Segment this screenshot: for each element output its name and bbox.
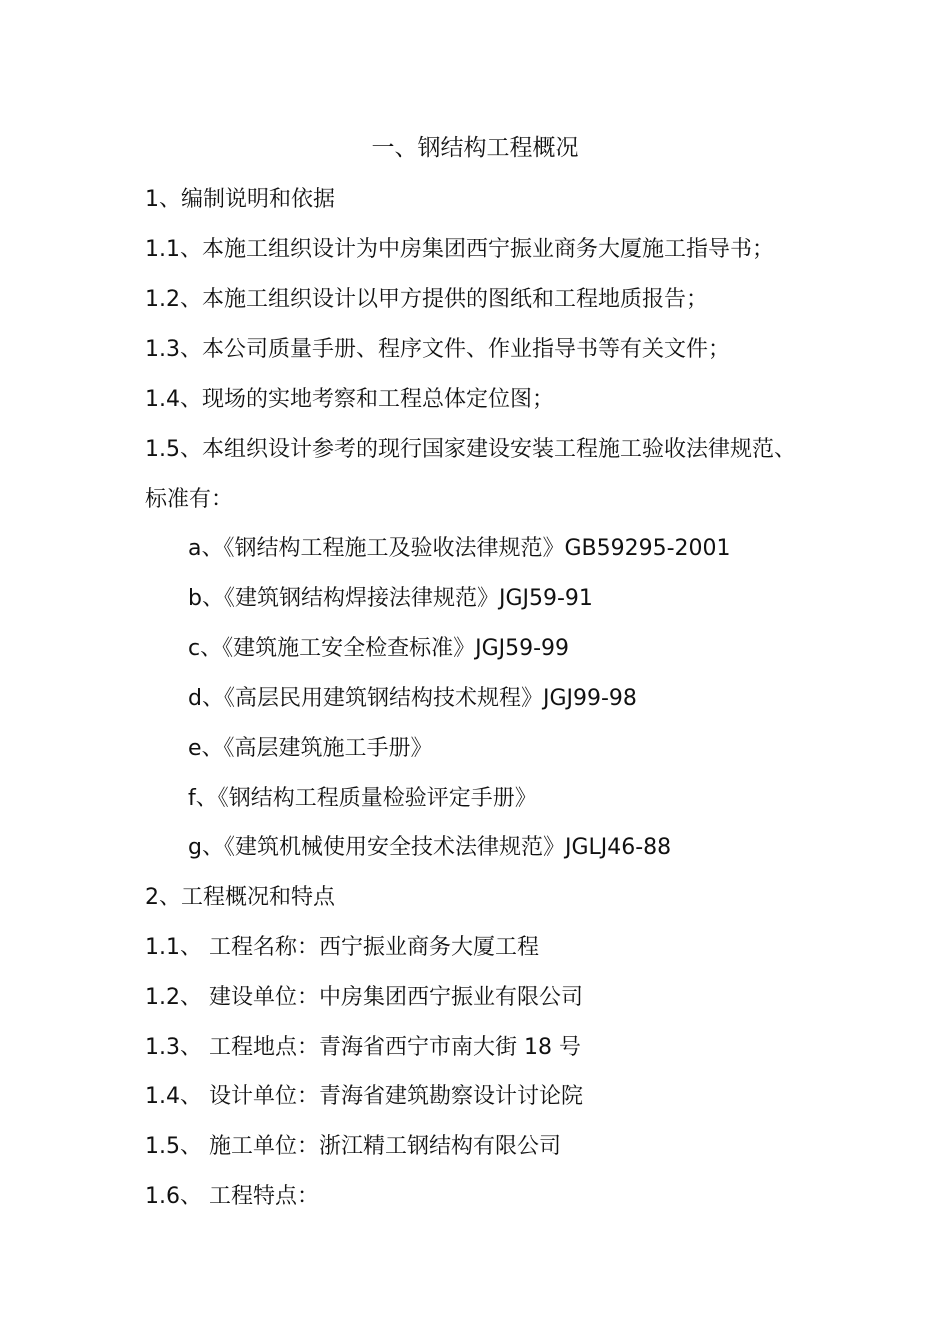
paragraph-1-5: 1.5、本组织设计参考的现行国家建设安装工程施工验收法律规范、 xyxy=(145,437,796,462)
section-heading-2: 2、工程概况和特点 xyxy=(145,885,335,910)
paragraph-1-4: 1.4、现场的实地考察和工程总体定位图； xyxy=(145,387,554,412)
client-line: 1.2、 建设单位：中房集团西宁振业有限公司 xyxy=(145,985,583,1010)
standard-item-f: f、《钢结构工程质量检验评定手册》 xyxy=(188,786,537,811)
project-name-line: 1.1、 工程名称：西宁振业商务大厦工程 xyxy=(145,935,539,960)
page-title: 一、钢结构工程概况 xyxy=(371,135,579,161)
standard-item-b: b、《建筑钢结构焊接法律规范》JGJ59-91 xyxy=(188,586,593,611)
contractor-line: 1.5、 施工单位：浙江精工钢结构有限公司 xyxy=(145,1134,561,1159)
standard-item-e: e、《高层建筑施工手册》 xyxy=(188,736,433,761)
features-line: 1.6、 工程特点： xyxy=(145,1184,319,1209)
standard-item-a: a、《钢结构工程施工及验收法律规范》GB59295-2001 xyxy=(188,536,731,561)
designer-line: 1.4、 设计单位：青海省建筑勘察设计讨论院 xyxy=(145,1084,583,1109)
location-line: 1.3、 工程地点：青海省西宁市南大街 18 号 xyxy=(145,1035,581,1060)
standard-item-d: d、《高层民用建筑钢结构技术规程》JGJ99-98 xyxy=(188,686,637,711)
section-heading-1: 1、编制说明和依据 xyxy=(145,187,335,212)
standard-item-c: c、《建筑施工安全检查标准》JGJ59-99 xyxy=(188,636,570,661)
paragraph-1-5-continued: 标准有： xyxy=(145,487,234,512)
paragraph-1-3: 1.3、本公司质量手册、程序文件、作业指导书等有关文件； xyxy=(145,337,730,362)
paragraph-1-2: 1.2、本施工组织设计以甲方提供的图纸和工程地质报告； xyxy=(145,287,708,312)
paragraph-1-1: 1.1、本施工组织设计为中房集团西宁振业商务大厦施工指导书； xyxy=(145,237,774,262)
standard-item-g: g、《建筑机械使用安全技术法律规范》JGLJ46-88 xyxy=(188,835,672,860)
